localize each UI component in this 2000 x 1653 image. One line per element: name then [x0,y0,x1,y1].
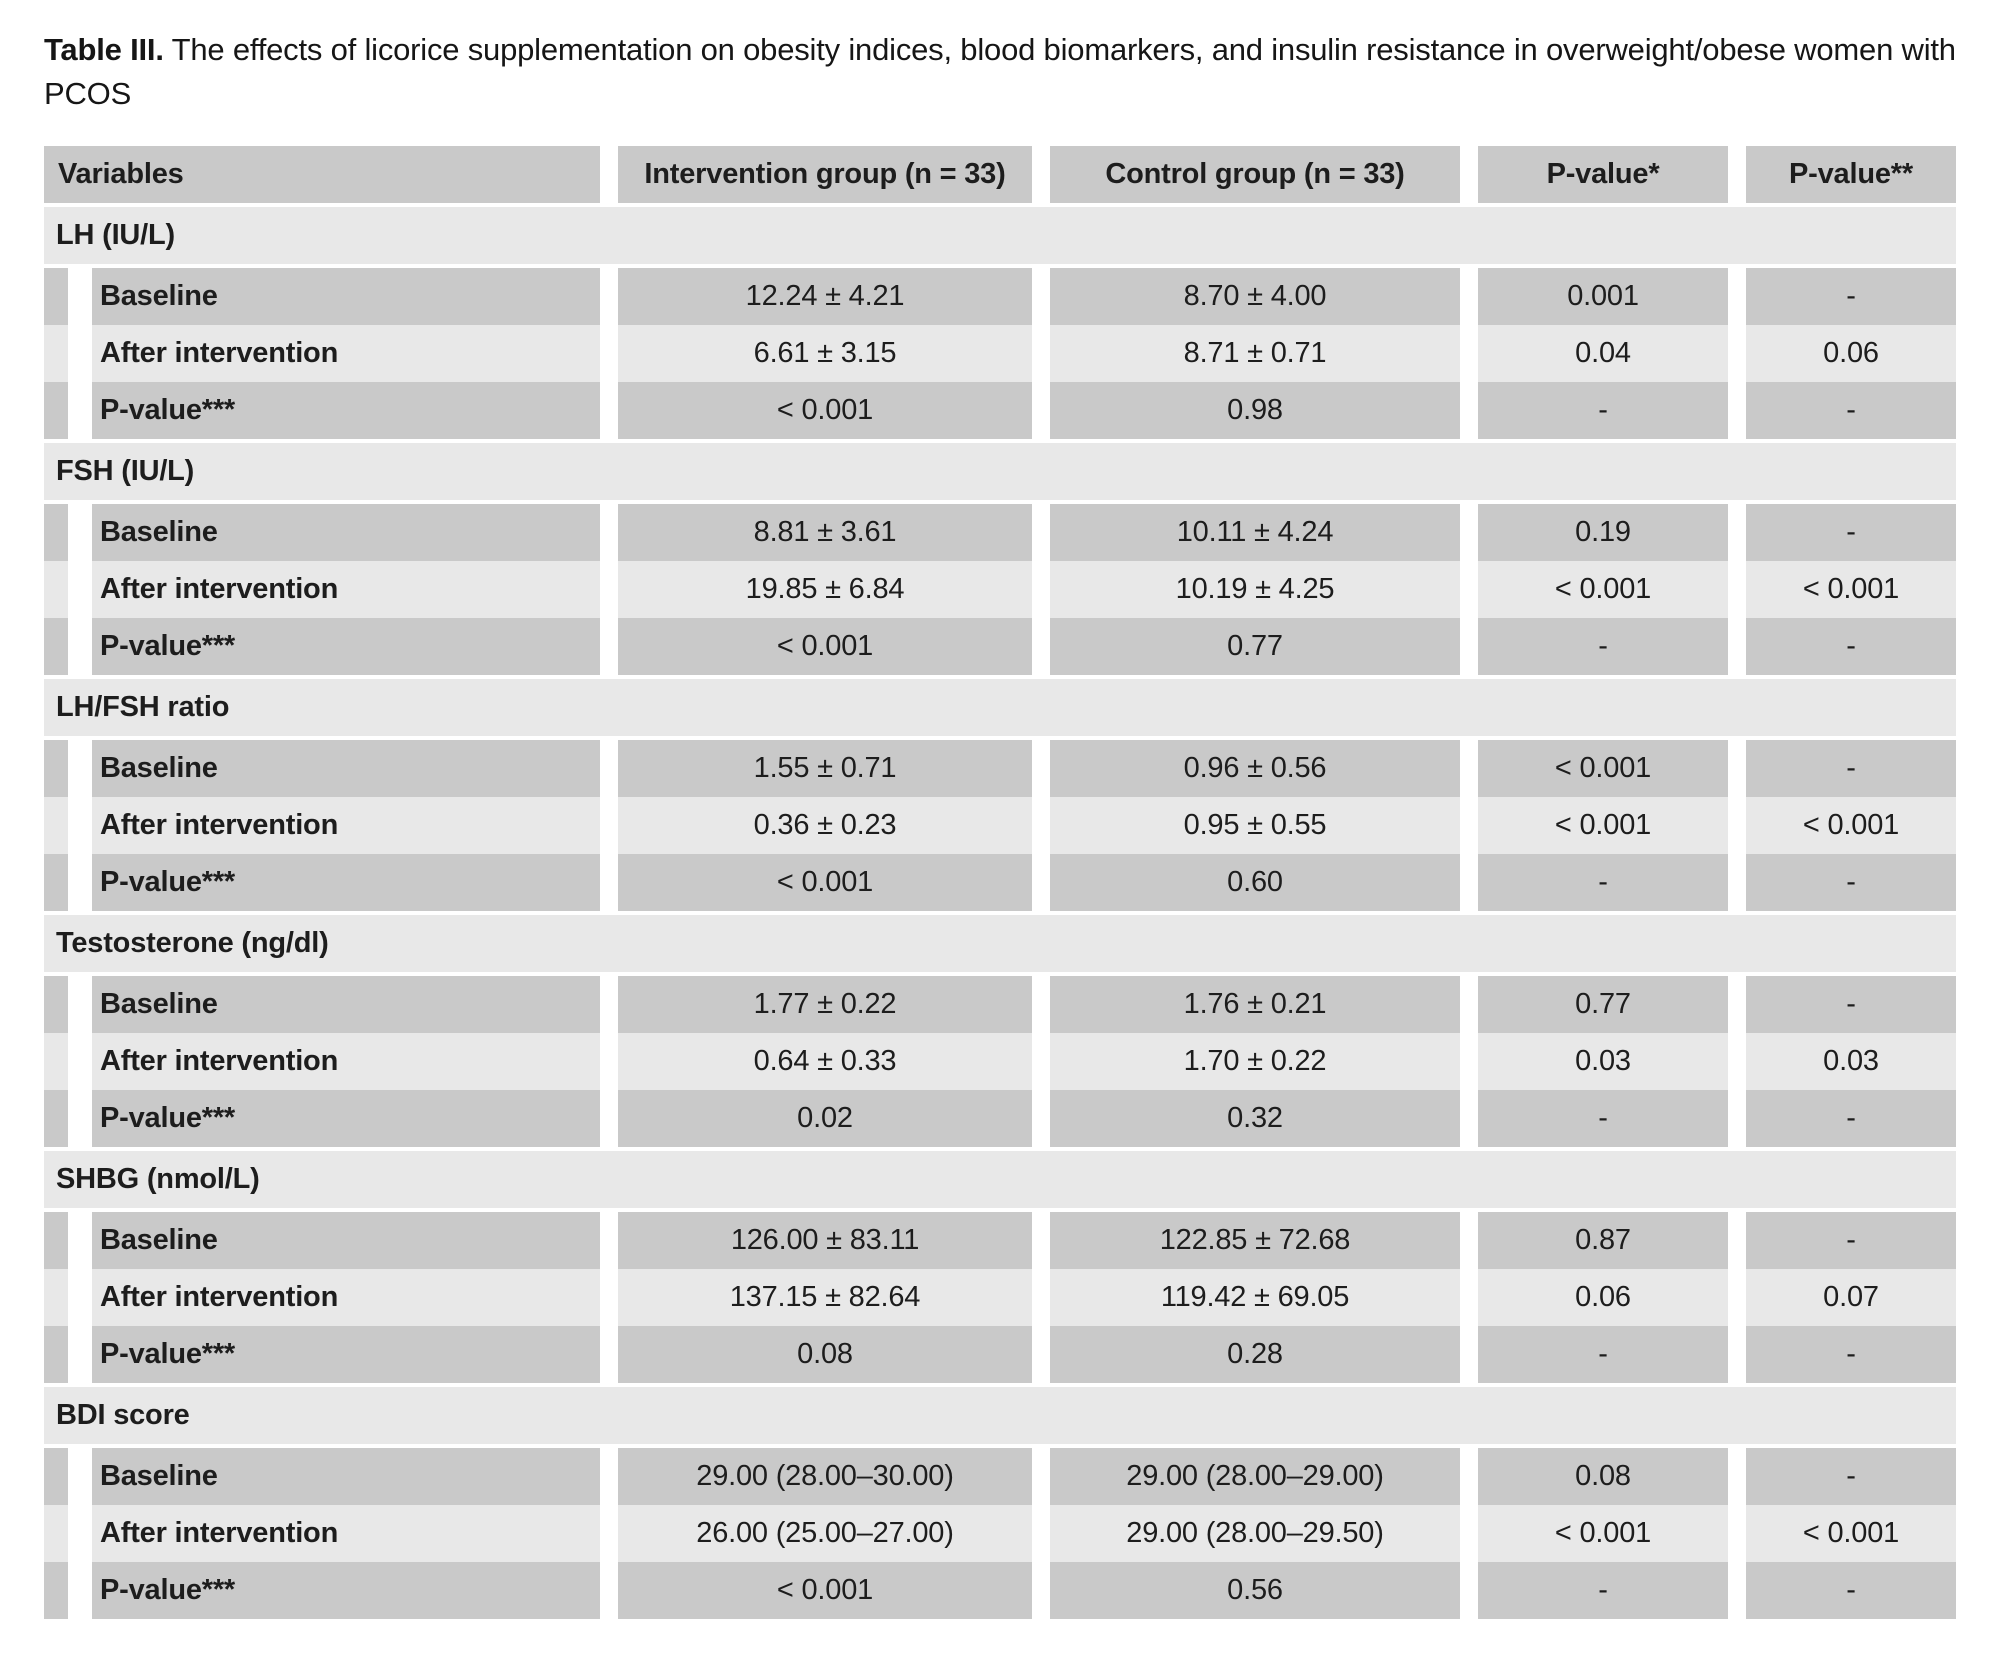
row-indent-strip [44,618,68,675]
section-header: Testosterone (ng/dl) [44,915,1956,972]
column-header-intervention-group: Intervention group (n = 33) [618,146,1032,203]
column-header-control-group: Control group (n = 33) [1050,146,1460,203]
value-cell: < 0.001 [1478,1505,1728,1562]
section-header: SHBG (nmol/L) [44,1151,1956,1208]
table-number: Table III. [44,32,164,67]
table-row [44,740,1956,797]
row-indent-strip [44,976,68,1033]
value-cell: 0.03 [1746,1033,1956,1090]
value-cell: 0.07 [1746,1269,1956,1326]
table-row [44,561,1956,618]
row-label: P-value*** [92,382,600,439]
value-cell: - [1746,618,1956,675]
value-cell: < 0.001 [1478,561,1728,618]
table-row [44,1033,1956,1090]
value-cell: < 0.001 [1478,740,1728,797]
table-row [44,382,1956,439]
value-cell: 12.24 ± 4.21 [618,268,1032,325]
value-cell: 0.19 [1478,504,1728,561]
row-indent-strip [44,1033,68,1090]
value-cell: 0.08 [618,1326,1032,1383]
table-row [44,268,1956,325]
row-label: P-value*** [92,854,600,911]
table-row [44,1562,1956,1619]
column-header-variables: Variables [44,146,600,203]
value-cell: 0.56 [1050,1562,1460,1619]
row-indent-strip [44,382,68,439]
value-cell: - [1478,1090,1728,1147]
value-cell: 0.77 [1050,618,1460,675]
value-cell: 8.70 ± 4.00 [1050,268,1460,325]
row-label: After intervention [92,1033,600,1090]
value-cell: 26.00 (25.00–27.00) [618,1505,1032,1562]
value-cell: 6.61 ± 3.15 [618,325,1032,382]
table-header-row [44,146,1956,203]
value-cell: < 0.001 [1478,797,1728,854]
row-label: After intervention [92,325,600,382]
value-cell: - [1746,382,1956,439]
row-label: P-value*** [92,1090,600,1147]
row-label: P-value*** [92,618,600,675]
table-row [44,797,1956,854]
row-indent-strip [44,1269,68,1326]
value-cell: - [1746,740,1956,797]
table-row [44,618,1956,675]
row-label: Baseline [92,268,600,325]
section-header: FSH (IU/L) [44,443,1956,500]
row-indent-strip [44,797,68,854]
value-cell: < 0.001 [618,382,1032,439]
value-cell: 1.55 ± 0.71 [618,740,1032,797]
value-cell: 0.98 [1050,382,1460,439]
row-label: P-value*** [92,1326,600,1383]
value-cell: - [1746,1448,1956,1505]
value-cell: 19.85 ± 6.84 [618,561,1032,618]
value-cell: 1.77 ± 0.22 [618,976,1032,1033]
value-cell: - [1478,382,1728,439]
section-header: LH (IU/L) [44,207,1956,264]
table-section [44,679,1956,911]
value-cell: - [1478,854,1728,911]
value-cell: 0.77 [1478,976,1728,1033]
table-row [44,1448,1956,1505]
table-row [44,325,1956,382]
value-cell: 0.06 [1746,325,1956,382]
table-section [44,207,1956,439]
table-title [44,28,1956,116]
row-label: Baseline [92,504,600,561]
table-row [44,1269,1956,1326]
row-indent-strip [44,1090,68,1147]
value-cell: 0.02 [618,1090,1032,1147]
table-row [44,976,1956,1033]
value-cell: 29.00 (28.00–29.50) [1050,1505,1460,1562]
value-cell: 0.64 ± 0.33 [618,1033,1032,1090]
value-cell: 10.19 ± 4.25 [1050,561,1460,618]
row-indent-strip [44,325,68,382]
value-cell: - [1746,504,1956,561]
value-cell: 0.87 [1478,1212,1728,1269]
row-indent-strip [44,268,68,325]
value-cell: - [1746,976,1956,1033]
table-body [44,207,1956,1619]
value-cell: < 0.001 [618,854,1032,911]
value-cell: 0.60 [1050,854,1460,911]
table-caption: The effects of licorice supplementation on obesity indices, blood biomarkers, and insulin resistance in overweight/obese women with PCOS [44,32,1956,112]
row-label: After intervention [92,1505,600,1562]
value-cell: 119.42 ± 69.05 [1050,1269,1460,1326]
section-header: LH/FSH ratio [44,679,1956,736]
value-cell: 0.96 ± 0.56 [1050,740,1460,797]
value-cell: 0.08 [1478,1448,1728,1505]
row-label: After intervention [92,797,600,854]
row-label: Baseline [92,1448,600,1505]
table-row [44,1090,1956,1147]
value-cell: 0.36 ± 0.23 [618,797,1032,854]
row-indent-strip [44,1212,68,1269]
value-cell: 0.03 [1478,1033,1728,1090]
row-label: Baseline [92,1212,600,1269]
value-cell: - [1746,1212,1956,1269]
value-cell: < 0.001 [618,1562,1032,1619]
row-indent-strip [44,1326,68,1383]
value-cell: - [1746,854,1956,911]
column-header-pvalue-2: P-value** [1746,146,1956,203]
value-cell: 0.001 [1478,268,1728,325]
row-label: After intervention [92,1269,600,1326]
table-section [44,443,1956,675]
value-cell: 8.81 ± 3.61 [618,504,1032,561]
table-section [44,915,1956,1147]
value-cell: 0.95 ± 0.55 [1050,797,1460,854]
value-cell: 0.32 [1050,1090,1460,1147]
row-indent-strip [44,1505,68,1562]
value-cell: - [1746,268,1956,325]
row-indent-strip [44,854,68,911]
value-cell: < 0.001 [1746,1505,1956,1562]
row-label: P-value*** [92,1562,600,1619]
value-cell: 0.06 [1478,1269,1728,1326]
value-cell: 1.76 ± 0.21 [1050,976,1460,1033]
section-header: BDI score [44,1387,1956,1444]
value-cell: - [1746,1090,1956,1147]
value-cell: - [1478,1326,1728,1383]
row-indent-strip [44,1562,68,1619]
row-label: Baseline [92,740,600,797]
value-cell: < 0.001 [1746,797,1956,854]
table-row [44,1505,1956,1562]
row-indent-strip [44,740,68,797]
value-cell: - [1478,1562,1728,1619]
value-cell: 8.71 ± 0.71 [1050,325,1460,382]
value-cell: 1.70 ± 0.22 [1050,1033,1460,1090]
row-label: Baseline [92,976,600,1033]
value-cell: - [1478,618,1728,675]
value-cell: < 0.001 [618,618,1032,675]
value-cell: < 0.001 [1746,561,1956,618]
row-indent-strip [44,1448,68,1505]
row-label: After intervention [92,561,600,618]
table-row [44,854,1956,911]
value-cell: 137.15 ± 82.64 [618,1269,1032,1326]
row-indent-strip [44,504,68,561]
table-row [44,504,1956,561]
table-row [44,1212,1956,1269]
value-cell: 10.11 ± 4.24 [1050,504,1460,561]
table-section [44,1151,1956,1383]
table-row [44,1326,1956,1383]
value-cell: 126.00 ± 83.11 [618,1212,1032,1269]
value-cell: 0.04 [1478,325,1728,382]
row-indent-strip [44,561,68,618]
value-cell: 0.28 [1050,1326,1460,1383]
column-header-pvalue-1: P-value* [1478,146,1728,203]
value-cell: 122.85 ± 72.68 [1050,1212,1460,1269]
data-table [44,146,1956,1619]
table-section [44,1387,1956,1619]
value-cell: 29.00 (28.00–30.00) [618,1448,1032,1505]
value-cell: - [1746,1326,1956,1383]
value-cell: - [1746,1562,1956,1619]
value-cell: 29.00 (28.00–29.00) [1050,1448,1460,1505]
